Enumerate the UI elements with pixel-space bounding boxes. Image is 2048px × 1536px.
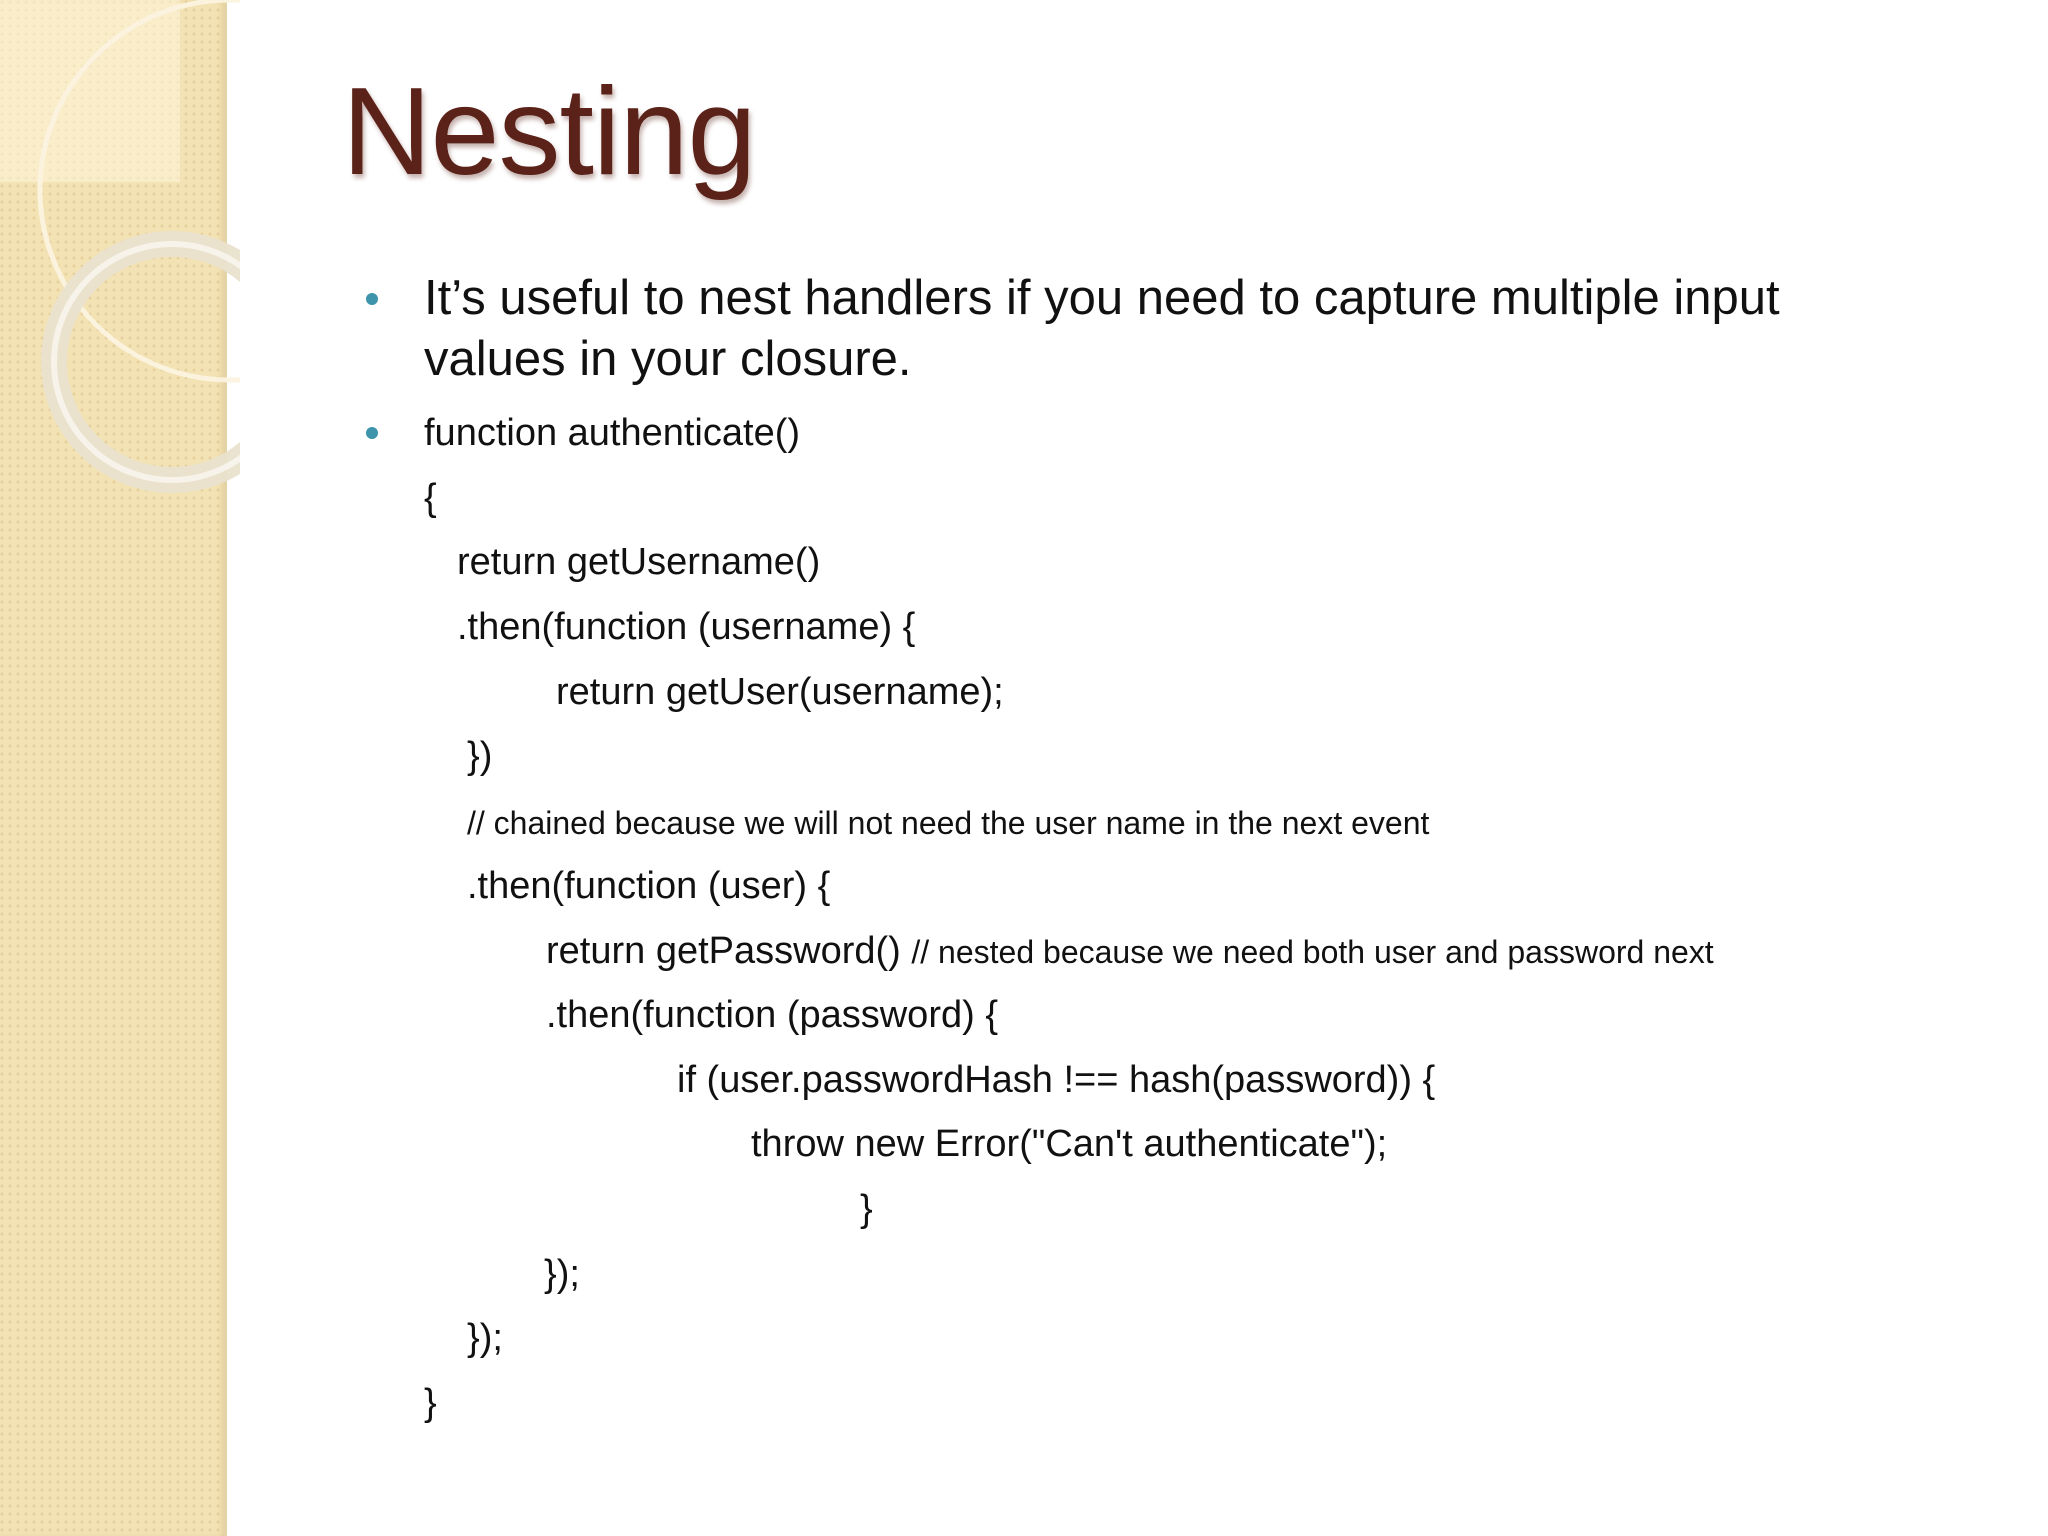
code-line: return getUser(username); — [556, 671, 1004, 713]
bullet-dot — [366, 293, 378, 305]
code-line: if (user.passwordHash !== hash(password)) { — [677, 1059, 1436, 1101]
code-line — [546, 927, 1714, 976]
code-line: }); — [544, 1253, 580, 1295]
bullet-dot — [366, 427, 378, 439]
code-line: }) — [467, 735, 493, 777]
code-text: return getPassword() — [546, 930, 901, 972]
code-line: .then(function (password) { — [546, 994, 999, 1036]
code-line: return getUsername() — [457, 541, 821, 583]
code-comment-line: // chained because we will not need the user name in the next event — [467, 805, 1430, 841]
decorative-rings-graphic — [0, 0, 240, 520]
code-line: function authenticate() — [424, 412, 801, 454]
code-line: } — [424, 1382, 437, 1424]
code-line: throw new Error("Can't authenticate"); — [751, 1123, 1388, 1165]
code-line: { — [424, 477, 437, 519]
bullet-text-line: It’s useful to nest handlers if you need to capture multiple input — [424, 271, 1780, 325]
code-line: .then(function (user) { — [467, 865, 831, 907]
code-line: .then(function (username) { — [457, 606, 916, 648]
code-line: }); — [467, 1317, 503, 1359]
code-line: } — [860, 1188, 873, 1230]
slide-title: Nesting — [342, 63, 756, 201]
code-inline-comment: // nested because we need both user and password next — [911, 934, 1714, 970]
bullet-text-line: values in your closure. — [424, 332, 912, 386]
